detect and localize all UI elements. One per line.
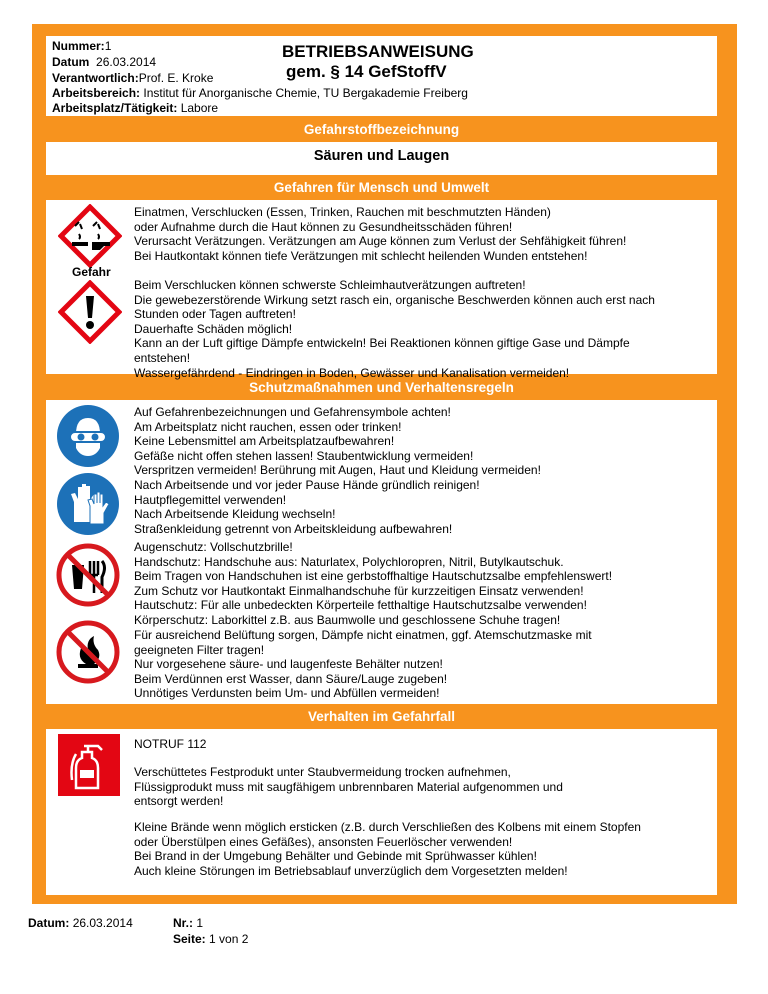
text-line: Für ausreichend Belüftung sorgen, Dämpfe nicht einatmen, ggf. Atemschutzmaske mit (134, 628, 592, 642)
corrosion-pictogram-icon (58, 204, 122, 268)
text-line: Kann an der Luft giftige Dämpfe entwickeln! Bei Reaktionen können giftige Gase und Dämpfe (134, 336, 630, 351)
arbeitsplatz-row (52, 101, 218, 115)
text-line: Nur vorgesehene säure- und laugenfeste Behälter nutzen! (134, 657, 443, 672)
nummer-row (52, 39, 111, 53)
text-line: Auf Gefahrenbezeichnungen und Gefahrensymbole achten! (134, 405, 451, 419)
footer-nr (173, 916, 203, 931)
text-line: Bei Hautkontakt können tiefe Verätzungen mit schlecht heilenden Wunden entstehen! (134, 248, 588, 263)
text-line: Keine Lebensmittel am Arbeitsplatzaufbewahren! (134, 434, 395, 449)
text-line: Gefäße nicht offen stehen lassen! Staubentwicklung vermeiden! (134, 448, 474, 463)
text-line: Bei Brand in der Umgebung Behälter und Gebinde mit Sprühwasser kühlen! (134, 849, 537, 864)
gefahren-text-2 (134, 278, 714, 380)
substance-name: Säuren und Laugen (313, 148, 450, 164)
signal-word: Gefahr (72, 265, 111, 279)
text-line: geeigneten Filter tragen! (134, 642, 265, 657)
arbeitsplatz-value: Labore (180, 101, 219, 115)
arbeitsbereich-value: Institut für Anorganische Chemie, TU Bergakademie Freiberg (143, 86, 468, 100)
text-line: Nach Arbeitsende Kleidung wechseln! (134, 507, 336, 522)
gefahrfall-text-2 (134, 820, 714, 878)
section-header-schutz: Schutzmaßnahmen und Verhaltensregeln (249, 380, 514, 395)
text-line: Beim Verdünnen erst Wasser, dann Säure/Lauge zugeben! (134, 671, 448, 686)
datum-label: Datum (52, 55, 90, 69)
no-eating-drinking-icon (56, 543, 120, 607)
text-line: entsorgt werden! (134, 794, 224, 809)
footer-nr-label: Nr.: (173, 916, 194, 930)
text-line: Beim Tragen von Handschuhen ist eine gerbstoffhaltige Hautschutzsalbe empfehlenswert! (134, 569, 613, 584)
text-line: Beim Verschlucken können schwerste Schleimhautverätzungen auftreten! (134, 278, 526, 292)
protective-gloves-icon (56, 472, 120, 536)
schutz-text-3 (134, 628, 714, 701)
section-header-gefahrfall: Verhalten im Gefahrfall (307, 709, 456, 724)
gefahrfall-text-1 (134, 765, 714, 809)
text-line: Die gewebezerstörende Wirkung setzt rasch ein, organische Beschwerden können auch erst nach (134, 292, 655, 307)
arbeitsplatz-label: Arbeitsplatz/Tätigkeit: (52, 101, 178, 115)
text-line: Unnötiges Verdunsten beim Um- und Abfüllen vermeiden! (134, 686, 440, 701)
text-line: Auch kleine Störungen im Betriebsablauf unverzüglich dem Vorgesetzten melden! (134, 863, 568, 878)
footer-datum-label: Datum: (28, 916, 70, 930)
text-line: Kleine Brände wenn möglich ersticken (z.B. durch Verschließen des Kolbens mit einem Stopfen (134, 820, 641, 834)
notruf-text (134, 737, 714, 752)
text-line: entstehen! (134, 350, 191, 365)
exclamation-pictogram-icon (58, 280, 122, 344)
footer-datum-value: 26.03.2014 (72, 916, 133, 930)
text-line: Körperschutz: Laborkittel z.B. aus Baumwolle und geschlossene Schuhe tragen! (134, 612, 561, 627)
text-line: Nach Arbeitsende und vor jeder Pause Hände gründlich reinigen! (134, 477, 480, 492)
section-header-gefahren: Gefahren für Mensch und Umwelt (273, 180, 490, 195)
text-line: Am Arbeitsplatz nicht rauchen, essen oder trinken! (134, 419, 402, 434)
arbeitsbereich-row (52, 86, 468, 100)
text-line: Einatmen, Verschlucken (Essen, Trinken, Rauchen mit beschmutzten Händen) (134, 205, 551, 219)
text-line: Verschüttetes Festprodukt unter Staubvermeidung trocken aufnehmen, (134, 765, 511, 779)
text-line: Hautschutz: Für alle unbedeckten Körperteile fetthaltige Hautschutzsalbe verwenden! (134, 598, 587, 613)
text-line: Dauerhafte Schäden möglich! (134, 321, 293, 336)
text-line: Verspritzen vermeiden! Berührung mit Augen, Haut und Kleidung vermeiden! (134, 463, 541, 478)
text-line: Stunden oder Tagen auftreten! (134, 307, 296, 322)
title-line-1: BETRIEBSANWEISUNG (282, 42, 474, 61)
arbeitsbereich-label: Arbeitsbereich: (52, 86, 141, 100)
text-line: Hautpflegemittel verwenden! (134, 492, 287, 507)
text-line: Augenschutz: Vollschutzbrille! (134, 540, 293, 554)
safety-goggles-icon (56, 404, 120, 468)
section-header-bezeichnung: Gefahrstoffbezeichnung (303, 122, 460, 137)
nummer-value: 1 (104, 39, 112, 53)
title-line-2: gem. § 14 GefStoffV (286, 62, 447, 81)
footer-seite-value: 1 von 2 (209, 932, 249, 946)
footer-nr-value: 1 (196, 916, 204, 930)
text-line: Wassergefährdend - Eindringen in Boden, Gewässer und Kanalisation vermeiden! (134, 365, 570, 380)
verantwortlich-value: Prof. E. Kroke (138, 71, 214, 85)
text-line: oder Aufnahme durch die Haut können zu Gesundheitsschäden führen! (134, 219, 513, 234)
substance-box (46, 142, 717, 175)
footer-seite (173, 932, 248, 947)
text-line: Flüssigprodukt muss mit saugfähigem unbrennbaren Material aufgenommen und (134, 779, 563, 794)
footer-seite-label: Seite: (173, 932, 206, 946)
text-line: Verursacht Verätzungen. Verätzungen am Auge können zum Verlust der Sehfähigkeit führen! (134, 234, 627, 249)
document-title (282, 42, 474, 82)
verantwortlich-label: Verantwortlich: (52, 71, 139, 85)
schutz-text-2 (134, 540, 714, 628)
datum-value: 26.03.2014 (96, 55, 157, 69)
schutz-text-1 (134, 405, 714, 536)
no-open-flame-icon (56, 620, 120, 684)
text-line: Zum Schutz vor Hautkontakt Einmalhandschuhe für kurzzeitigen Einsatz verwenden! (134, 583, 584, 598)
footer-datum (28, 916, 133, 931)
verantwortlich-row (52, 71, 213, 85)
text-line: Handschutz: Handschuhe aus: Naturlatex, Polychloropren, Nitril, Butylkautschuk. (134, 554, 564, 569)
text-line: Straßenkleidung getrennt von Arbeitskleidung aufbewahren! (134, 521, 453, 536)
datum-row (52, 55, 156, 69)
nummer-label: Nummer: (52, 39, 105, 53)
text-line: oder Überstülpen eines Gefäßes), ansonsten Feuerlöscher verwenden! (134, 834, 513, 849)
gefahren-text-1 (134, 205, 714, 263)
notruf-number: NOTRUF 112 (134, 737, 207, 751)
fire-extinguisher-icon (58, 734, 120, 796)
